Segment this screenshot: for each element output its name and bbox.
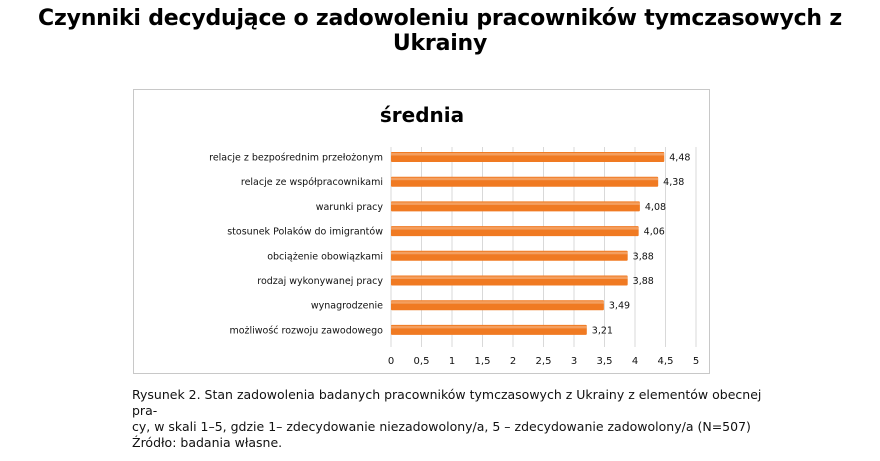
category-label: warunki pracy — [315, 201, 383, 213]
x-tick-label: 3,5 — [596, 356, 613, 367]
caption-line-1: Rysunek 2. Stan zadowolenia badanych pracowników tymczasowych z Ukrainy z elementów obecnej pra- — [132, 387, 762, 418]
bar-highlight — [391, 153, 664, 156]
x-tick-label: 2,5 — [535, 356, 552, 367]
bar-highlight — [391, 178, 658, 181]
x-tick-label: 0 — [387, 356, 395, 367]
bar-highlight — [391, 202, 640, 205]
x-tick-label: 1 — [448, 356, 456, 367]
page-title: Czynniki decydujące o zadowoleniu pracowników tymczasowych z Ukrainy — [38, 6, 842, 56]
caption-line-3: Źródło: badania własne. — [132, 435, 283, 450]
chart-frame — [133, 89, 710, 374]
category-labels — [209, 153, 383, 337]
category-label: rodzaj wykonywanej pracy — [257, 276, 383, 287]
x-tick-label: 3 — [570, 356, 578, 367]
category-label: możliwość rozwoju zawodowego — [229, 325, 383, 337]
bar-chart — [134, 90, 709, 373]
figure-caption — [132, 387, 772, 451]
data-label: 4,08 — [644, 201, 667, 213]
data-label: 4,06 — [643, 226, 665, 238]
x-tick-label: 4 — [631, 356, 639, 367]
x-tick-label: 4,5 — [657, 356, 674, 367]
category-label: relacje z bezpośrednim przełożonym — [209, 152, 383, 164]
category-label: obciążenie obowiązkami — [267, 251, 383, 263]
category-label: relacje ze współpracownikami — [240, 177, 383, 189]
x-tick-label: 2 — [509, 356, 517, 367]
category-label: stosunek Polaków do imigrantów — [227, 226, 383, 238]
x-tick-label: 5 — [692, 356, 700, 367]
x-axis-ticks — [388, 356, 699, 367]
chart-title: średnia — [379, 103, 465, 127]
bar-highlight — [391, 301, 604, 304]
data-label: 3,88 — [632, 276, 654, 287]
bar-highlight — [391, 252, 628, 255]
caption-line-2: cy, w skali 1–5, gdzie 1– zdecydowanie niezadowolony/a, 5 – zdecydowanie zadowolony/a (N=507) — [132, 419, 751, 434]
category-label: wynagrodzenie — [310, 300, 383, 312]
bar-highlight — [391, 227, 639, 230]
data-label: 3,21 — [591, 325, 613, 337]
data-label: 4,38 — [663, 177, 685, 189]
data-label: 4,48 — [669, 152, 691, 164]
bar-highlight — [391, 277, 628, 280]
data-label: 3,88 — [632, 251, 654, 263]
data-label: 3,49 — [608, 300, 631, 312]
bar-highlight — [391, 326, 587, 329]
x-tick-label: 1,5 — [474, 356, 491, 367]
x-tick-label: 0,5 — [413, 356, 430, 367]
